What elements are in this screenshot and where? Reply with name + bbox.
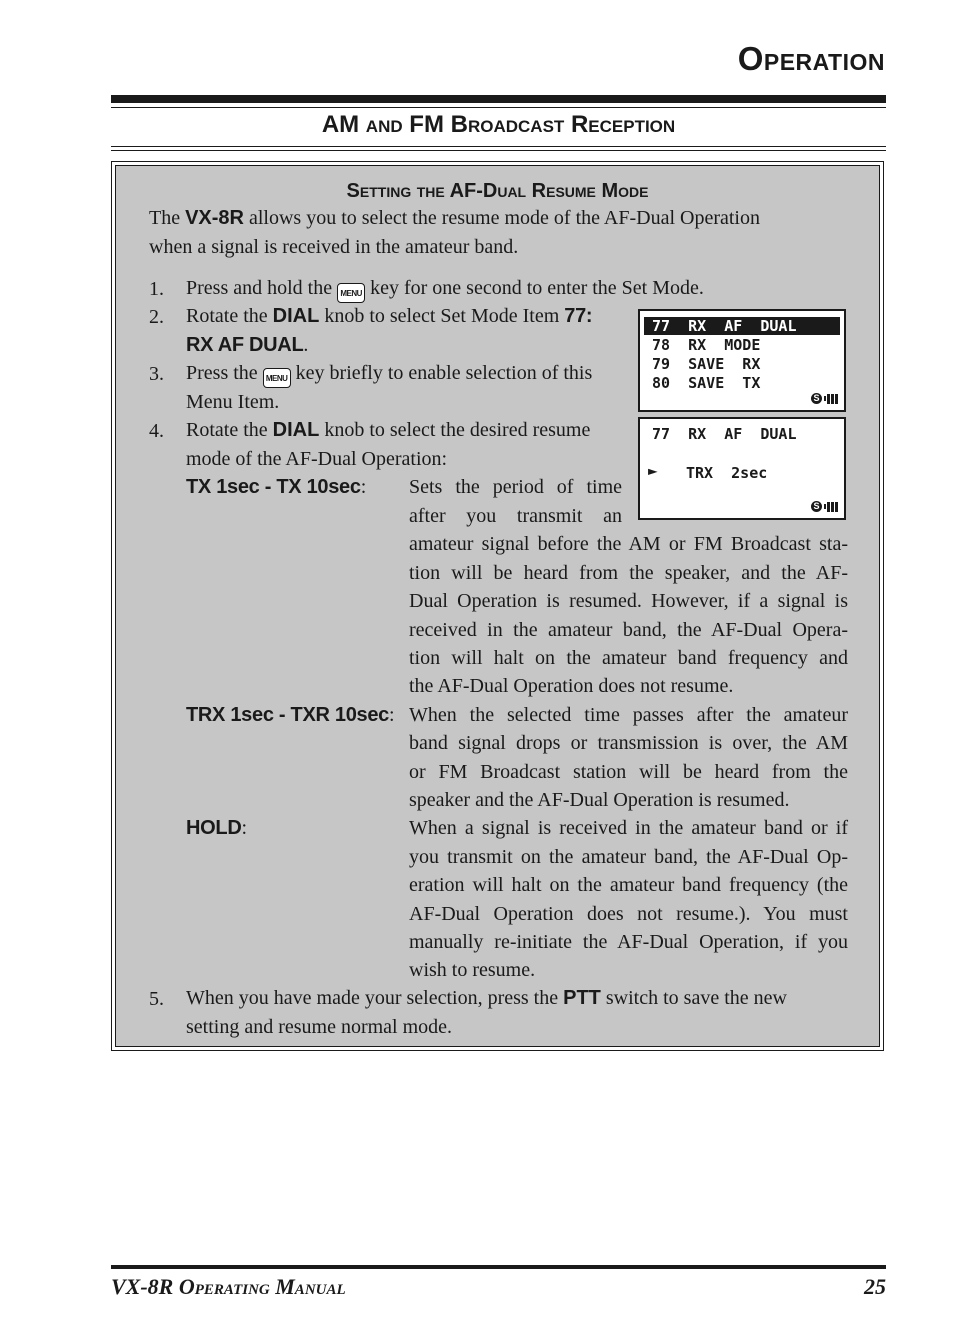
lcd-set-mode-list: [638, 309, 846, 412]
page-number: 25: [864, 1274, 886, 1299]
lcd-status: [811, 393, 838, 404]
battery-icon: [824, 502, 838, 512]
option-hold-line: AF-Dual Operation does not resume.). You must: [409, 903, 848, 925]
step-1-number: 1.: [149, 278, 164, 300]
step-4-text: [186, 416, 590, 445]
s-meter-icon: S: [811, 501, 822, 512]
menu-item-number: 77:: [564, 305, 593, 327]
header-rule-thick: [111, 95, 886, 103]
lcd-value: TRX 2sec: [686, 464, 768, 482]
option-tx-line: amateur signal before the AM or FM Broadcast sta-: [409, 533, 848, 555]
battery-icon: [824, 394, 838, 404]
step-2-number: 2.: [149, 306, 164, 328]
step-4-number: 4.: [149, 420, 164, 442]
lcd-row: 80 SAVE TX: [652, 374, 761, 392]
option-colon: :: [360, 476, 367, 498]
step-1-text: [186, 274, 704, 303]
option-trx-term: [186, 701, 395, 730]
lcd-row: 79 SAVE RX: [652, 355, 761, 373]
step-text: knob to select the desired resume: [319, 419, 591, 441]
s-meter-icon: S: [811, 393, 822, 404]
step-text: Press the: [186, 362, 263, 384]
step-4-line-2: mode of the AF-Dual Operation:: [186, 448, 448, 470]
menu-key-icon: MENU: [263, 368, 291, 388]
option-trx-line: When the selected time passes after the amateur: [409, 704, 848, 726]
step-text: key for one second to enter the Set Mode.: [365, 277, 704, 299]
step-text: knob to select Set Mode Item: [319, 305, 565, 327]
section-title: AM and FM Broadcast Reception: [321, 111, 676, 138]
dial-label: DIAL: [272, 419, 320, 441]
step-2-line-2: [186, 331, 308, 360]
option-trx-line: speaker and the AF-Dual Operation is resumed.: [409, 789, 790, 811]
menu-key-icon: MENU: [337, 283, 365, 303]
step-5-text: [186, 984, 787, 1013]
step-3-text: [186, 359, 592, 388]
lcd-row: 77 RX AF DUAL: [652, 425, 797, 443]
step-2-text: [186, 302, 592, 331]
option-tx-line: tion will be heard from the speaker, and the AF-: [409, 562, 848, 584]
option-hold-line: wish to resume.: [409, 959, 536, 981]
lcd-row-selected: 77 RX AF DUAL: [644, 317, 840, 335]
step-text: When you have made your selection, press the: [186, 987, 564, 1009]
step-text: Rotate the: [186, 419, 273, 441]
step-5-number: 5.: [149, 988, 164, 1010]
option-tx-line: Dual Operation is resumed. However, if a signal is: [409, 590, 848, 612]
option-hold-line: When a signal is received in the amateur band or if: [409, 817, 848, 839]
option-term: TRX 1sec - TXR 10sec: [186, 704, 389, 726]
lcd-status: [811, 501, 838, 512]
intro-text: The: [149, 207, 186, 229]
option-colon: :: [241, 817, 248, 839]
subsection-title: Setting the AF-Dual Resume Mode: [346, 180, 649, 202]
option-hold-line: eration will halt on the amateur band frequency (the: [409, 874, 848, 896]
step-text: key briefly to enable selection of this: [290, 362, 593, 384]
step-text: switch to save the new: [600, 987, 787, 1009]
option-tx-line: Sets the period of time: [409, 476, 622, 498]
option-tx-line: received in the amateur band, the AF-Dual Opera-: [409, 619, 848, 641]
step-text: Rotate the: [186, 305, 273, 327]
ptt-label: PTT: [563, 987, 601, 1009]
lcd-row: 78 RX MODE: [652, 336, 761, 354]
intro-text: allows you to select the resume mode of the AF-Dual Operation: [244, 207, 760, 229]
dial-label: DIAL: [272, 305, 320, 327]
option-hold-term: [186, 814, 247, 843]
option-tx-line: tion will halt on the amateur band frequency and: [409, 647, 848, 669]
lcd-af-dual-value: [638, 417, 846, 520]
footer-manual-title: VX-8R Operating Manual: [111, 1274, 346, 1299]
option-tx-line: the AF-Dual Operation does not resume.: [409, 675, 734, 697]
intro-line-1: [149, 204, 760, 233]
option-term: TX 1sec - TX 10sec: [186, 476, 361, 498]
option-hold-line: manually re-initiate the AF-Dual Operation, if you: [409, 931, 848, 953]
step-text: .: [303, 334, 309, 356]
option-term: HOLD: [186, 817, 242, 839]
option-trx-line: band signal drops or transmission is over, the AM: [409, 732, 848, 754]
intro-line-2: when a signal is received in the amateur band.: [149, 236, 519, 258]
step-3-number: 3.: [149, 363, 164, 385]
option-colon: :: [389, 704, 395, 726]
option-tx-term: [186, 473, 366, 502]
menu-item-name: RX AF DUAL: [186, 334, 304, 356]
section-rule-top: [111, 146, 886, 147]
option-trx-line: or FM Broadcast station will be heard from the: [409, 761, 848, 783]
step-5-line-2: setting and resume normal mode.: [186, 1016, 453, 1038]
step-text: Press and hold the: [186, 277, 338, 299]
header-rule-thin: [111, 107, 886, 108]
option-tx-line: after you transmit an: [409, 505, 622, 527]
option-hold-line: you transmit on the amateur band, the AF-Dual Op-: [409, 846, 848, 868]
lcd-arrow-icon: ►: [648, 461, 658, 480]
chapter-title: Operation: [737, 40, 885, 77]
section-rule-bottom: [111, 150, 886, 151]
model-name: VX-8R: [185, 207, 244, 229]
step-3-line-2: Menu Item.: [186, 391, 280, 413]
footer-rule: [111, 1265, 886, 1269]
